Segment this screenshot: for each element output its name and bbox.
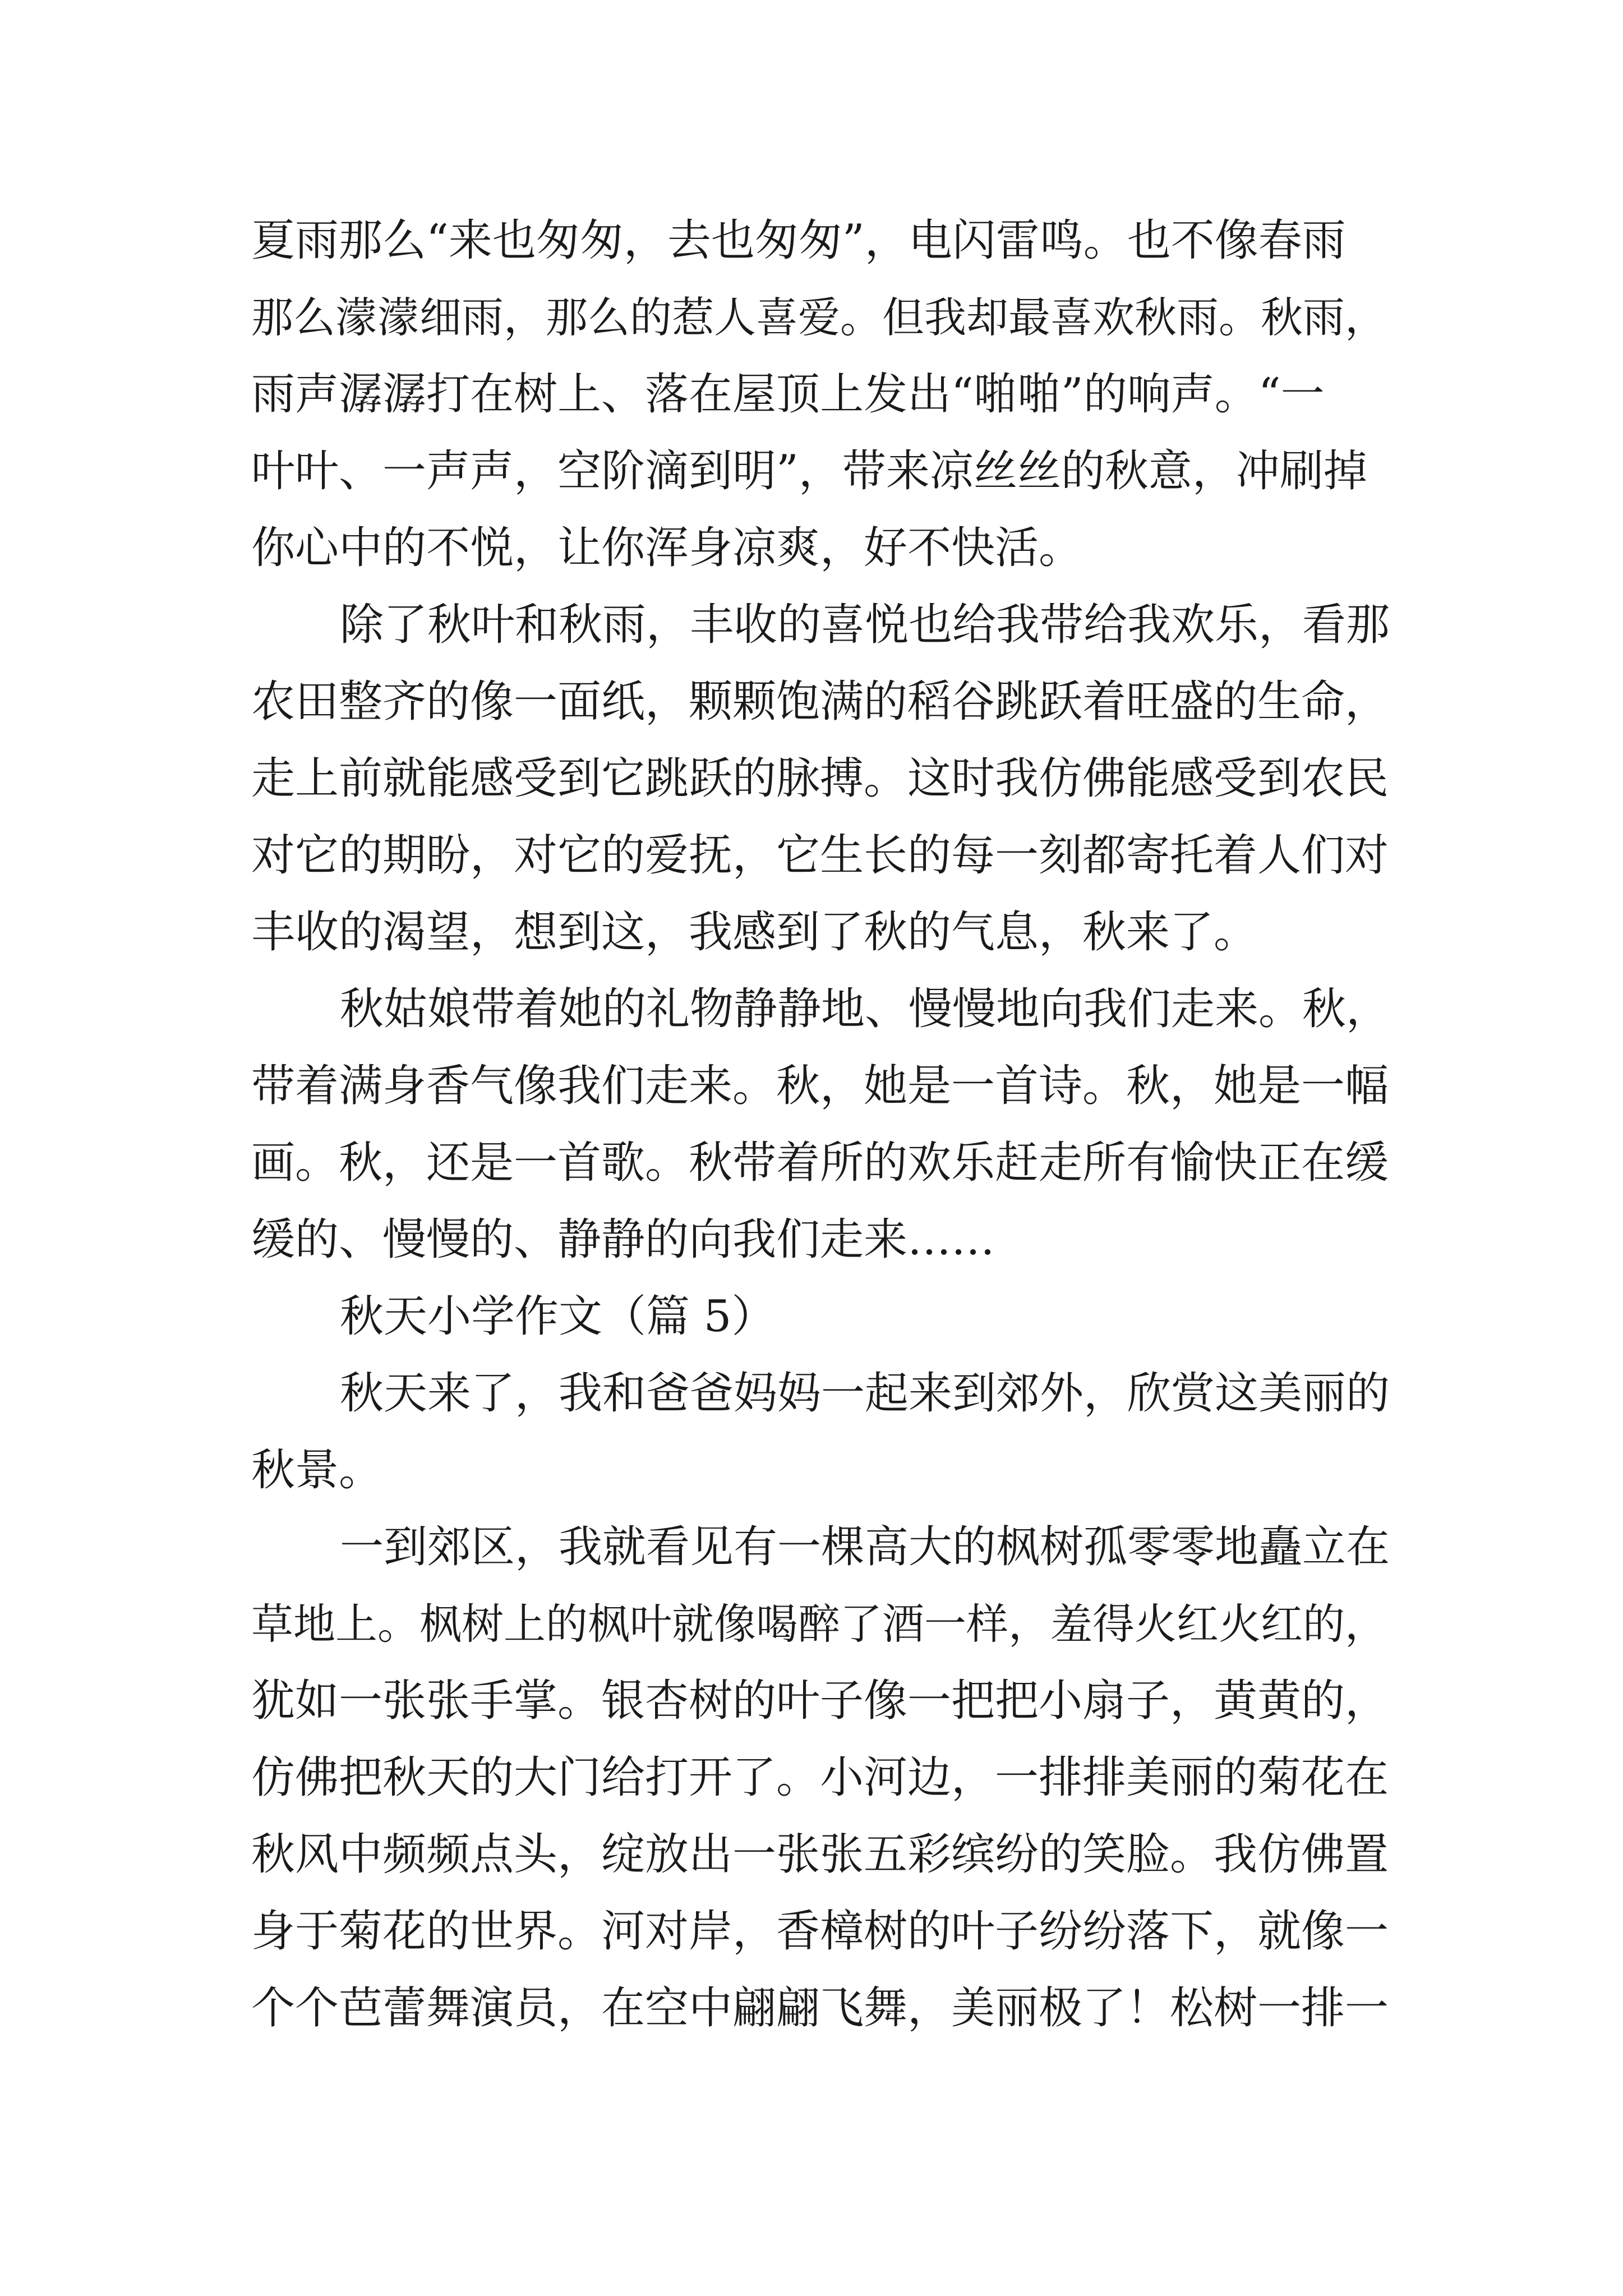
- text-line: 个个芭蕾舞演员，在空中翩翩飞舞，美丽极了！松树一排一: [251, 1983, 1389, 2033]
- text-line: 仿佛把秋天的大门给打开了。小河边，一排排美丽的菊花在: [251, 1752, 1389, 1803]
- text-line: 秋风中频频点头，绽放出一张张五彩缤纷的笑脸。我仿佛置: [251, 1829, 1389, 1880]
- essay-text: [251, 214, 1395, 2059]
- text-line: 雨声潺潺打在树上、落在屋顶上发出“啪啪”的响声。“一: [251, 369, 1325, 420]
- text-line: 农田整齐的像一面纸，颗颗饱满的稻谷跳跃着旺盛的生命，: [251, 677, 1389, 727]
- text-line: 缓的、慢慢的、静静的向我们走来……: [251, 1214, 995, 1265]
- text-line: 画。秋，还是一首歌。秋带着所的欢乐赶走所有愉快正在缓: [251, 1138, 1389, 1188]
- paragraph-start-line: 秋姑娘带着她的礼物静静地、慢慢地向我们走来。秋，: [340, 984, 1390, 1034]
- text-line: 叶叶、一声声，空阶滴到明”，带来凉丝丝的秋意，冲刷掉: [251, 446, 1367, 496]
- paragraph-start-line: 秋天来了，我和爸爸妈妈一起来到郊外，欣赏这美丽的: [340, 1368, 1390, 1419]
- paragraph-start-line: 除了秋叶和秋雨，丰收的喜悦也给我带给我欢乐，看那: [340, 600, 1390, 650]
- text-line: 你心中的不悦，让你浑身凉爽，好不快活。: [251, 523, 1083, 573]
- paragraph-start-line: 秋天小学作文（篇 5）: [340, 1291, 776, 1342]
- paragraph-start-line: 一到郊区，我就看见有一棵高大的枫树孤零零地矗立在: [340, 1522, 1390, 1572]
- text-line: 犹如一张张手掌。银杏树的叶子像一把把小扇子，黄黄的，: [251, 1676, 1389, 1726]
- text-line: 带着满身香气像我们走来。秋，她是一首诗。秋，她是一幅: [251, 1061, 1389, 1111]
- text-line: 草地上。枫树上的枫叶就像喝醉了酒一样，羞得火红火红的，: [251, 1599, 1387, 1649]
- text-line: 秋景。: [251, 1445, 383, 1496]
- text-line: 对它的期盼，对它的爱抚，它生长的每一刻都寄托着人们对: [251, 830, 1389, 881]
- text-line: 走上前就能感受到它跳跃的脉搏。这时我仿佛能感受到农民: [251, 753, 1389, 804]
- text-line: 夏雨那么“来也匆匆，去也匆匆”，电闪雷鸣。也不像春雨: [251, 215, 1346, 266]
- text-line: 那么濛濛细雨，那么的惹人喜爱。但我却最喜欢秋雨。秋雨，: [251, 293, 1387, 342]
- text-line: 身于菊花的世界。河对岸，香樟树的叶子纷纷落下，就像一: [251, 1906, 1389, 1957]
- text-line: 丰收的渴望，想到这，我感到了秋的气息，秋来了。: [251, 907, 1258, 958]
